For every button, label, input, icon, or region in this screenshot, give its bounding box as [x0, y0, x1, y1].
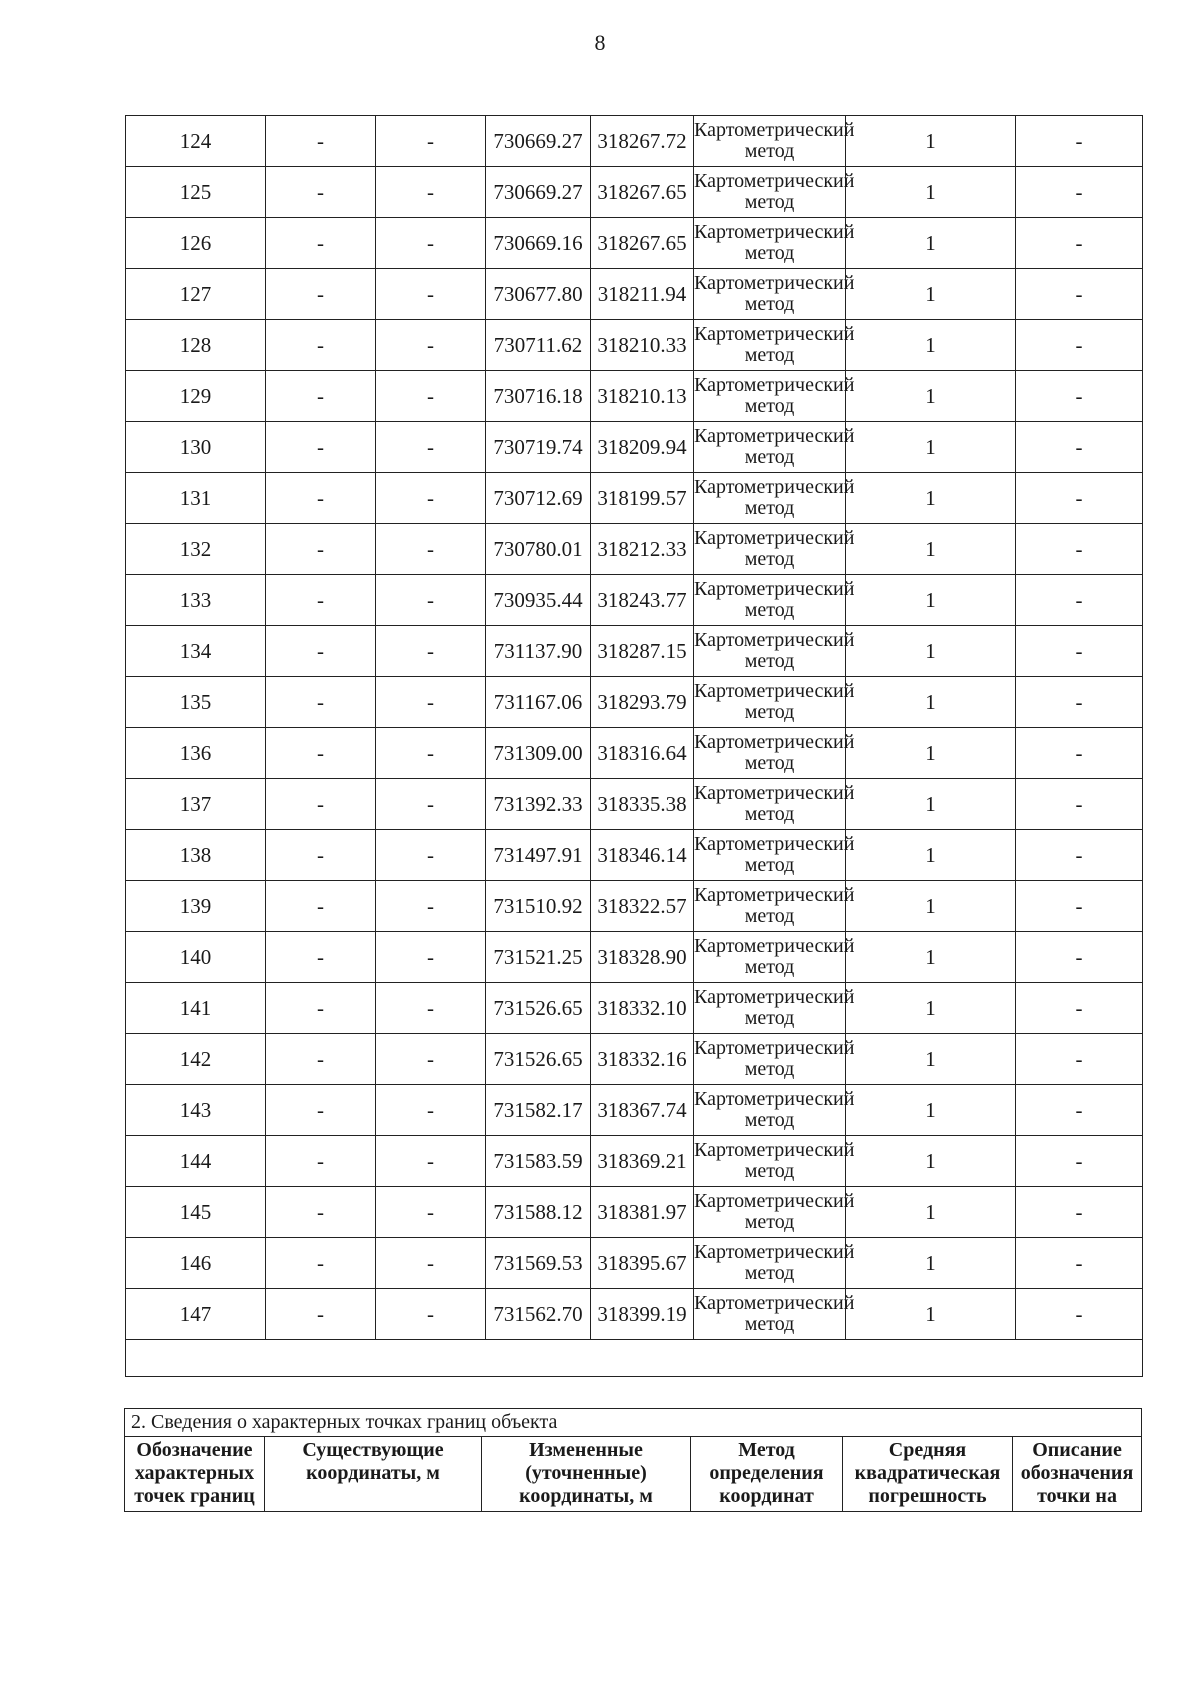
cell-existing-x: -	[266, 218, 376, 269]
cell-method: Картометрический метод	[694, 116, 846, 167]
table-row	[126, 1085, 1143, 1136]
cell-existing-y: -	[376, 932, 486, 983]
cell-existing-y: -	[376, 575, 486, 626]
cell-existing-y: -	[376, 473, 486, 524]
header-changed-coordinates: Измененные (уточненные) координаты, м	[482, 1437, 691, 1512]
header-point-description: Описание обозначения точки на	[1013, 1437, 1142, 1512]
cell-existing-y: -	[376, 371, 486, 422]
cell-method: Картометрический метод	[694, 830, 846, 881]
cell-mean-square-error: 1	[846, 728, 1016, 779]
cell-x-coordinate: 730935.44	[486, 575, 591, 626]
section2-title: 2. Сведения о характерных точках границ объекта	[125, 1409, 1142, 1437]
cell-method: Картометрический метод	[694, 1238, 846, 1289]
cell-y-coordinate: 318211.94	[591, 269, 694, 320]
cell-method: Картометрический метод	[694, 218, 846, 269]
cell-method: Картометрический метод	[694, 677, 846, 728]
cell-x-coordinate: 730719.74	[486, 422, 591, 473]
cell-x-coordinate: 730716.18	[486, 371, 591, 422]
cell-point-number: 128	[126, 320, 266, 371]
cell-description: -	[1016, 1034, 1143, 1085]
blank-cell	[126, 1340, 1143, 1377]
cell-method: Картометрический метод	[694, 1289, 846, 1340]
cell-y-coordinate: 318332.10	[591, 983, 694, 1034]
cell-method: Картометрический метод	[694, 575, 846, 626]
table-row	[126, 167, 1143, 218]
cell-description: -	[1016, 473, 1143, 524]
cell-description: -	[1016, 1238, 1143, 1289]
cell-existing-x: -	[266, 626, 376, 677]
cell-existing-y: -	[376, 524, 486, 575]
cell-existing-x: -	[266, 575, 376, 626]
cell-y-coordinate: 318267.72	[591, 116, 694, 167]
cell-x-coordinate: 731569.53	[486, 1238, 591, 1289]
cell-mean-square-error: 1	[846, 116, 1016, 167]
cell-mean-square-error: 1	[846, 881, 1016, 932]
cell-mean-square-error: 1	[846, 1034, 1016, 1085]
cell-point-number: 133	[126, 575, 266, 626]
cell-x-coordinate: 731583.59	[486, 1136, 591, 1187]
cell-description: -	[1016, 320, 1143, 371]
cell-method: Картометрический метод	[694, 1034, 846, 1085]
cell-mean-square-error: 1	[846, 1187, 1016, 1238]
cell-description: -	[1016, 881, 1143, 932]
cell-method: Картометрический метод	[694, 473, 846, 524]
cell-y-coordinate: 318267.65	[591, 167, 694, 218]
cell-mean-square-error: 1	[846, 677, 1016, 728]
table-row	[126, 1034, 1143, 1085]
cell-existing-y: -	[376, 116, 486, 167]
cell-existing-x: -	[266, 728, 376, 779]
cell-existing-y: -	[376, 626, 486, 677]
cell-y-coordinate: 318210.33	[591, 320, 694, 371]
cell-point-number: 135	[126, 677, 266, 728]
cell-description: -	[1016, 932, 1143, 983]
cell-point-number: 143	[126, 1085, 266, 1136]
cell-method: Картометрический метод	[694, 881, 846, 932]
header-mean-square-error: Средняя квадратическая погрешность	[843, 1437, 1013, 1512]
section2-title-row	[125, 1409, 1142, 1437]
cell-existing-y: -	[376, 1238, 486, 1289]
table-row	[126, 1238, 1143, 1289]
cell-existing-y: -	[376, 218, 486, 269]
cell-mean-square-error: 1	[846, 983, 1016, 1034]
cell-mean-square-error: 1	[846, 320, 1016, 371]
section2-header-row	[125, 1437, 1142, 1512]
cell-y-coordinate: 318293.79	[591, 677, 694, 728]
cell-method: Картометрический метод	[694, 1136, 846, 1187]
cell-existing-y: -	[376, 320, 486, 371]
cell-y-coordinate: 318395.67	[591, 1238, 694, 1289]
cell-existing-x: -	[266, 1289, 376, 1340]
cell-existing-y: -	[376, 422, 486, 473]
cell-existing-x: -	[266, 983, 376, 1034]
cell-description: -	[1016, 983, 1143, 1034]
cell-existing-x: -	[266, 1085, 376, 1136]
cell-description: -	[1016, 779, 1143, 830]
table-row	[126, 1289, 1143, 1340]
table-row	[126, 116, 1143, 167]
cell-existing-y: -	[376, 1187, 486, 1238]
cell-description: -	[1016, 830, 1143, 881]
cell-mean-square-error: 1	[846, 1085, 1016, 1136]
cell-mean-square-error: 1	[846, 932, 1016, 983]
cell-x-coordinate: 731137.90	[486, 626, 591, 677]
cell-existing-x: -	[266, 1136, 376, 1187]
cell-mean-square-error: 1	[846, 269, 1016, 320]
cell-x-coordinate: 730677.80	[486, 269, 591, 320]
cell-method: Картометрический метод	[694, 779, 846, 830]
cell-y-coordinate: 318346.14	[591, 830, 694, 881]
cell-point-number: 131	[126, 473, 266, 524]
cell-x-coordinate: 731392.33	[486, 779, 591, 830]
cell-description: -	[1016, 575, 1143, 626]
cell-x-coordinate: 730669.16	[486, 218, 591, 269]
cell-y-coordinate: 318399.19	[591, 1289, 694, 1340]
cell-method: Картометрический метод	[694, 269, 846, 320]
cell-existing-x: -	[266, 677, 376, 728]
cell-point-number: 145	[126, 1187, 266, 1238]
cell-x-coordinate: 730669.27	[486, 167, 591, 218]
cell-method: Картометрический метод	[694, 524, 846, 575]
cell-method: Картометрический метод	[694, 1187, 846, 1238]
cell-x-coordinate: 731309.00	[486, 728, 591, 779]
cell-point-number: 140	[126, 932, 266, 983]
cell-point-number: 137	[126, 779, 266, 830]
cell-existing-x: -	[266, 932, 376, 983]
cell-x-coordinate: 730712.69	[486, 473, 591, 524]
cell-x-coordinate: 731562.70	[486, 1289, 591, 1340]
cell-y-coordinate: 318243.77	[591, 575, 694, 626]
table-row	[126, 422, 1143, 473]
cell-point-number: 130	[126, 422, 266, 473]
header-method: Метод определения координат	[691, 1437, 843, 1512]
cell-point-number: 124	[126, 116, 266, 167]
cell-point-number: 141	[126, 983, 266, 1034]
cell-x-coordinate: 730780.01	[486, 524, 591, 575]
cell-existing-y: -	[376, 728, 486, 779]
cell-description: -	[1016, 167, 1143, 218]
cell-description: -	[1016, 524, 1143, 575]
cell-point-number: 132	[126, 524, 266, 575]
cell-description: -	[1016, 1085, 1143, 1136]
cell-point-number: 138	[126, 830, 266, 881]
cell-mean-square-error: 1	[846, 1238, 1016, 1289]
cell-x-coordinate: 731521.25	[486, 932, 591, 983]
cell-point-number: 126	[126, 218, 266, 269]
cell-x-coordinate: 731588.12	[486, 1187, 591, 1238]
cell-x-coordinate: 731167.06	[486, 677, 591, 728]
cell-method: Картометрический метод	[694, 932, 846, 983]
cell-method: Картометрический метод	[694, 1085, 846, 1136]
table-row	[126, 830, 1143, 881]
cell-method: Картометрический метод	[694, 983, 846, 1034]
cell-existing-y: -	[376, 677, 486, 728]
cell-existing-y: -	[376, 1289, 486, 1340]
cell-existing-x: -	[266, 473, 376, 524]
cell-existing-x: -	[266, 320, 376, 371]
cell-x-coordinate: 730669.27	[486, 116, 591, 167]
cell-description: -	[1016, 677, 1143, 728]
cell-mean-square-error: 1	[846, 167, 1016, 218]
header-existing-coordinates: Существующие координаты, м	[265, 1437, 482, 1512]
cell-point-number: 129	[126, 371, 266, 422]
table-row	[126, 320, 1143, 371]
cell-point-number: 125	[126, 167, 266, 218]
cell-method: Картометрический метод	[694, 422, 846, 473]
cell-y-coordinate: 318332.16	[591, 1034, 694, 1085]
table-row	[126, 1136, 1143, 1187]
table-row	[126, 524, 1143, 575]
cell-existing-y: -	[376, 269, 486, 320]
cell-mean-square-error: 1	[846, 830, 1016, 881]
cell-existing-y: -	[376, 881, 486, 932]
cell-existing-x: -	[266, 1238, 376, 1289]
cell-point-number: 144	[126, 1136, 266, 1187]
cell-description: -	[1016, 1289, 1143, 1340]
cell-mean-square-error: 1	[846, 371, 1016, 422]
table-row	[126, 269, 1143, 320]
cell-x-coordinate: 731582.17	[486, 1085, 591, 1136]
cell-y-coordinate: 318322.57	[591, 881, 694, 932]
table-row	[126, 779, 1143, 830]
cell-y-coordinate: 318381.97	[591, 1187, 694, 1238]
table-row	[126, 932, 1143, 983]
table-row	[126, 881, 1143, 932]
cell-point-number: 136	[126, 728, 266, 779]
table-row	[126, 1187, 1143, 1238]
cell-description: -	[1016, 728, 1143, 779]
cell-y-coordinate: 318367.74	[591, 1085, 694, 1136]
cell-method: Картометрический метод	[694, 626, 846, 677]
cell-method: Картометрический метод	[694, 371, 846, 422]
cell-existing-y: -	[376, 1136, 486, 1187]
cell-x-coordinate: 730711.62	[486, 320, 591, 371]
cell-y-coordinate: 318287.15	[591, 626, 694, 677]
cell-y-coordinate: 318328.90	[591, 932, 694, 983]
cell-existing-x: -	[266, 1034, 376, 1085]
cell-y-coordinate: 318210.13	[591, 371, 694, 422]
table-row	[126, 983, 1143, 1034]
cell-point-number: 127	[126, 269, 266, 320]
cell-x-coordinate: 731526.65	[486, 1034, 591, 1085]
cell-existing-x: -	[266, 167, 376, 218]
cell-point-number: 139	[126, 881, 266, 932]
table-row	[126, 575, 1143, 626]
header-point-designation: Обозначение характерных точек границ	[125, 1437, 265, 1512]
cell-y-coordinate: 318209.94	[591, 422, 694, 473]
cell-x-coordinate: 731526.65	[486, 983, 591, 1034]
table-row	[126, 371, 1143, 422]
cell-description: -	[1016, 1136, 1143, 1187]
cell-method: Картометрический метод	[694, 167, 846, 218]
table-row	[126, 728, 1143, 779]
table-row	[126, 473, 1143, 524]
cell-existing-y: -	[376, 167, 486, 218]
cell-description: -	[1016, 1187, 1143, 1238]
cell-mean-square-error: 1	[846, 626, 1016, 677]
cell-x-coordinate: 731497.91	[486, 830, 591, 881]
cell-description: -	[1016, 116, 1143, 167]
cell-method: Картометрический метод	[694, 320, 846, 371]
cell-x-coordinate: 731510.92	[486, 881, 591, 932]
cell-y-coordinate: 318335.38	[591, 779, 694, 830]
cell-point-number: 146	[126, 1238, 266, 1289]
table-blank-row	[126, 1340, 1143, 1377]
cell-point-number: 147	[126, 1289, 266, 1340]
cell-existing-x: -	[266, 422, 376, 473]
section2-table	[124, 1408, 1142, 1512]
cell-existing-y: -	[376, 779, 486, 830]
coordinates-table	[125, 115, 1143, 1377]
cell-y-coordinate: 318369.21	[591, 1136, 694, 1187]
cell-mean-square-error: 1	[846, 524, 1016, 575]
cell-description: -	[1016, 371, 1143, 422]
cell-description: -	[1016, 269, 1143, 320]
cell-y-coordinate: 318212.33	[591, 524, 694, 575]
cell-mean-square-error: 1	[846, 575, 1016, 626]
cell-method: Картометрический метод	[694, 728, 846, 779]
cell-existing-x: -	[266, 1187, 376, 1238]
cell-description: -	[1016, 218, 1143, 269]
cell-existing-x: -	[266, 830, 376, 881]
cell-existing-x: -	[266, 524, 376, 575]
cell-y-coordinate: 318316.64	[591, 728, 694, 779]
cell-mean-square-error: 1	[846, 422, 1016, 473]
cell-existing-x: -	[266, 116, 376, 167]
cell-mean-square-error: 1	[846, 473, 1016, 524]
cell-existing-x: -	[266, 371, 376, 422]
cell-mean-square-error: 1	[846, 779, 1016, 830]
cell-point-number: 134	[126, 626, 266, 677]
page-number: 8	[594, 30, 606, 55]
coordinates-table-body	[126, 116, 1143, 1377]
cell-existing-x: -	[266, 881, 376, 932]
cell-mean-square-error: 1	[846, 1289, 1016, 1340]
table-row	[126, 218, 1143, 269]
cell-description: -	[1016, 422, 1143, 473]
cell-y-coordinate: 318267.65	[591, 218, 694, 269]
cell-existing-y: -	[376, 1034, 486, 1085]
cell-mean-square-error: 1	[846, 218, 1016, 269]
cell-existing-y: -	[376, 830, 486, 881]
cell-mean-square-error: 1	[846, 1136, 1016, 1187]
cell-point-number: 142	[126, 1034, 266, 1085]
cell-y-coordinate: 318199.57	[591, 473, 694, 524]
cell-description: -	[1016, 626, 1143, 677]
cell-existing-x: -	[266, 269, 376, 320]
table-row	[126, 626, 1143, 677]
cell-existing-y: -	[376, 983, 486, 1034]
cell-existing-y: -	[376, 1085, 486, 1136]
table-row	[126, 677, 1143, 728]
cell-existing-x: -	[266, 779, 376, 830]
